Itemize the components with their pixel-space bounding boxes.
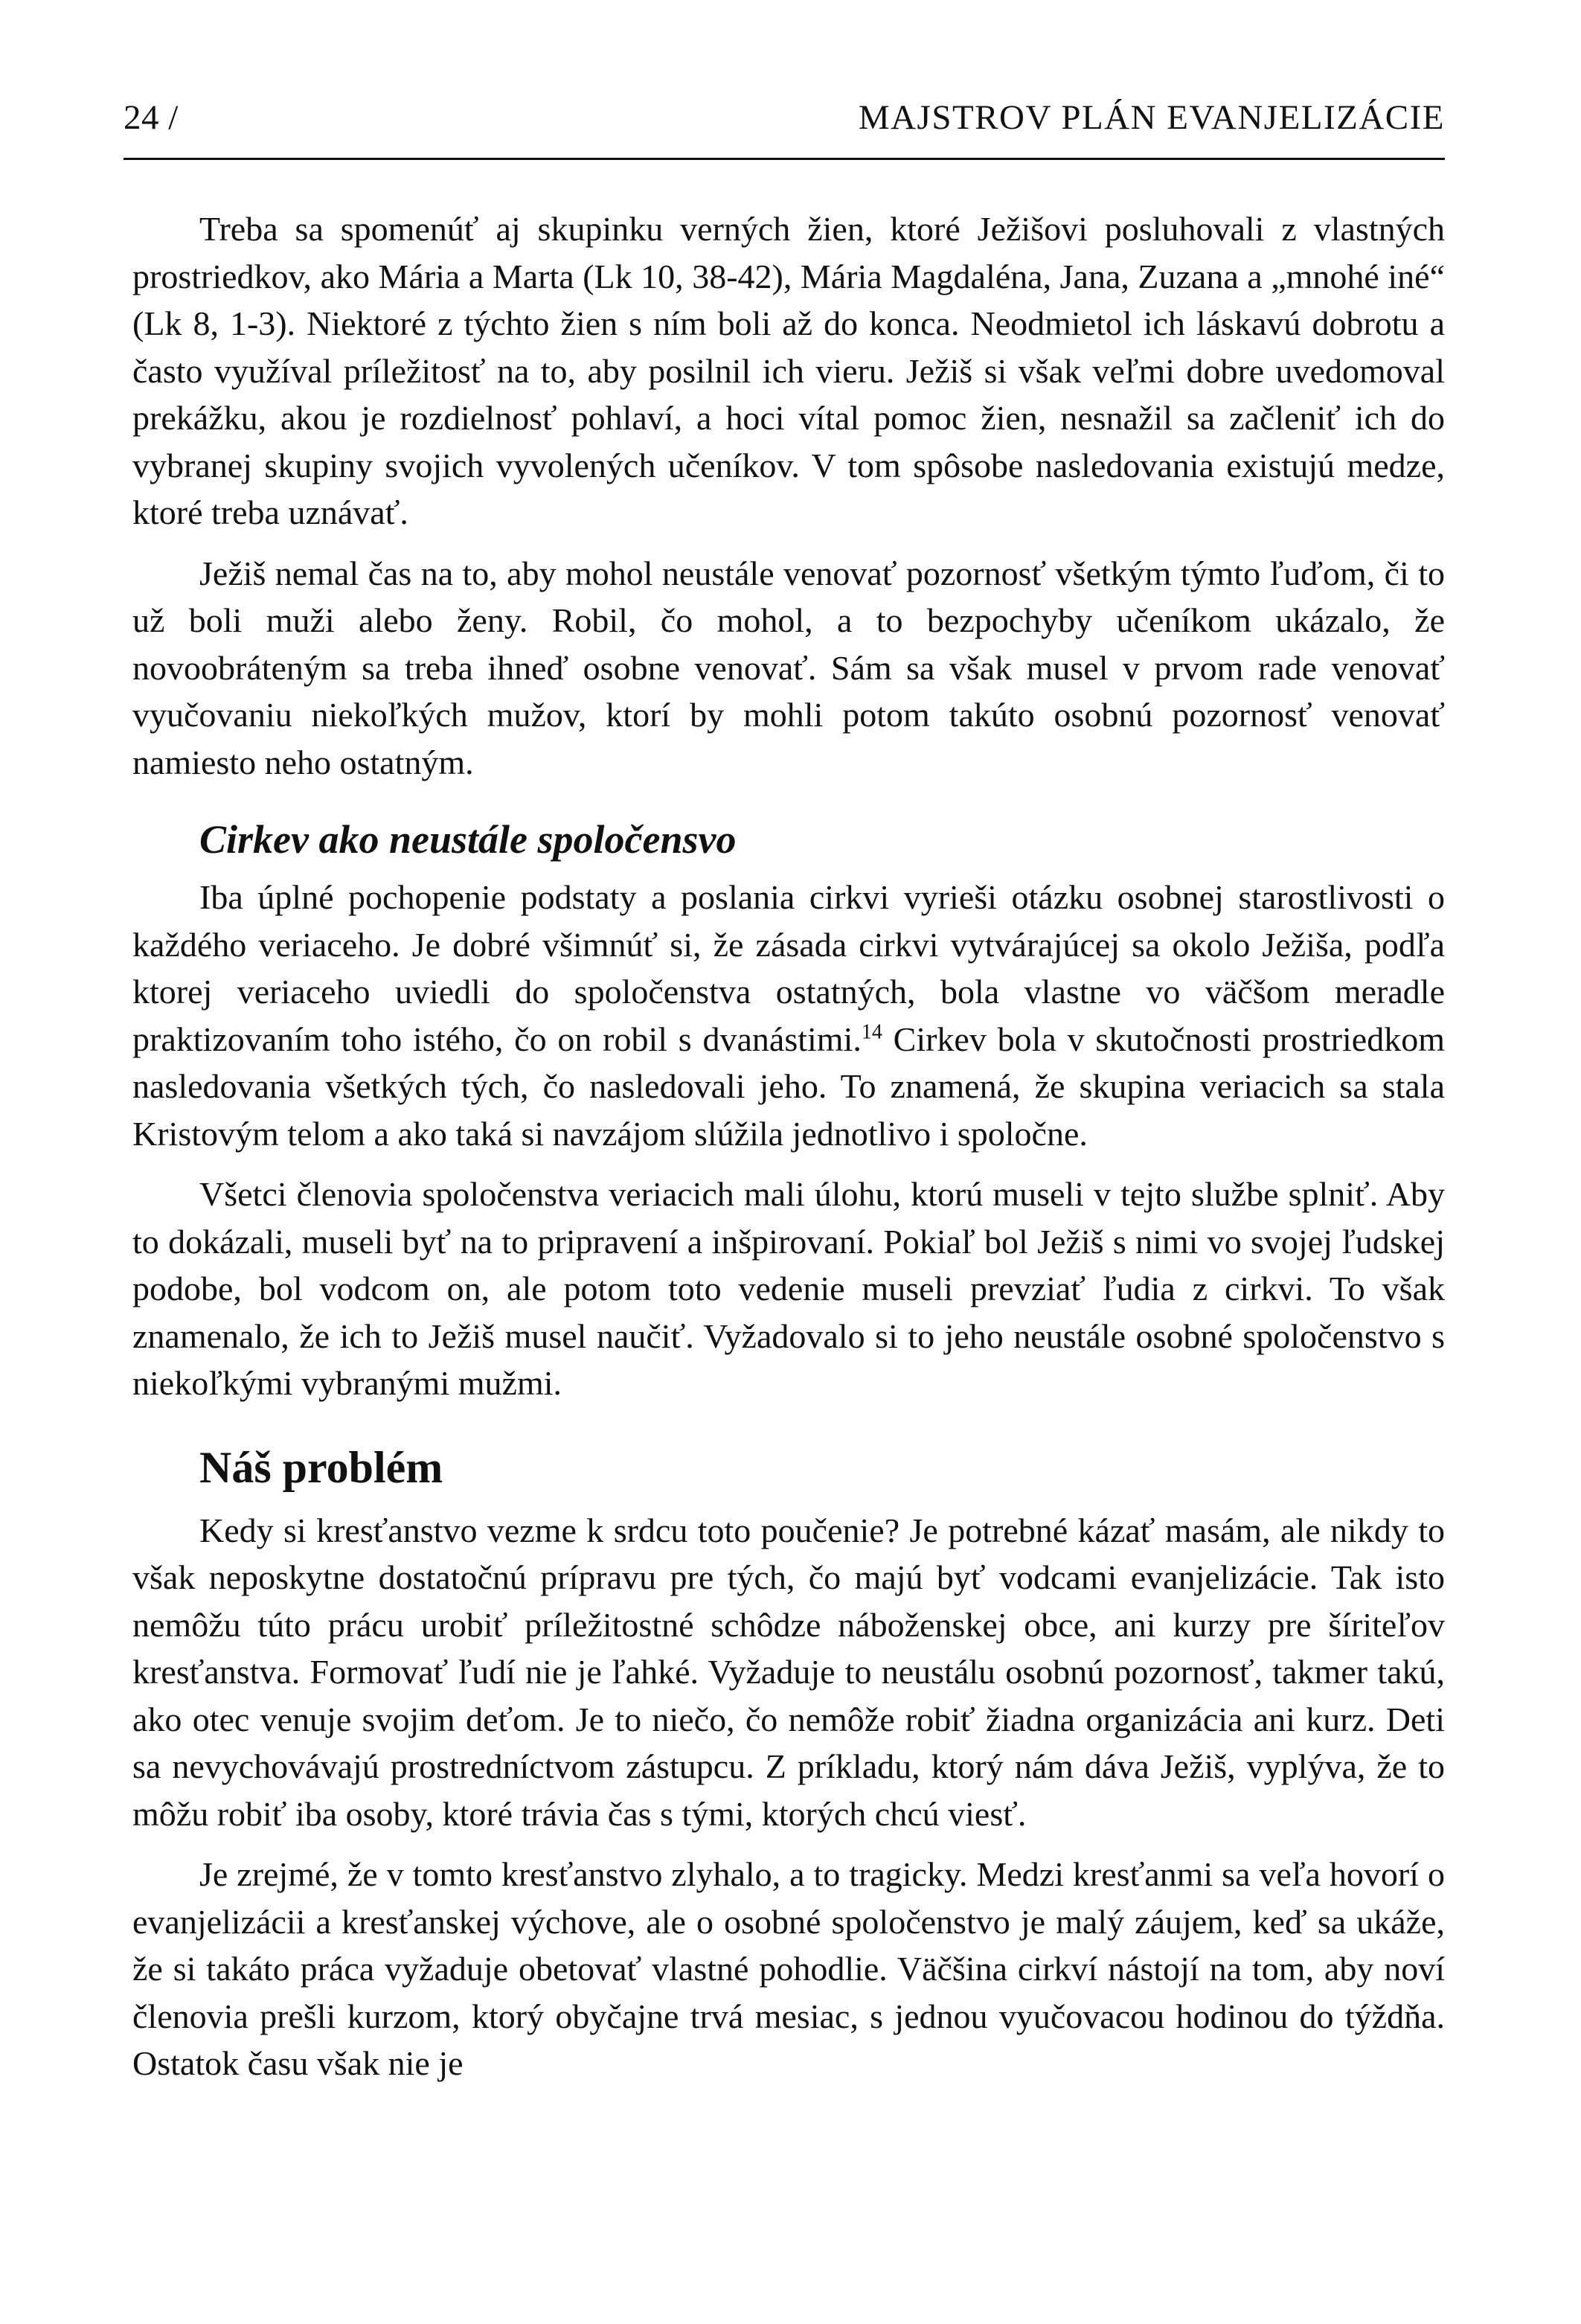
page-number: 24 / (124, 98, 179, 137)
paragraph-3-continuation: Cirkev bola v skutočnosti prostriedkom nasledovania všetkých tých, čo nasledovali jeho. To znamená, že skupina veriacich sa stala Kristovým telom a ako taká si navzájom slúžila jednotlivo i spoločne. (132, 1019, 1446, 1153)
paragraph-5: Kedy si kresťanstvo vezme k srdcu toto poučenie? Je potrebné kázať masám, ale nikdy to však neposkytne dostatočnú prípravu pre tých, čo majú byť vodcami evanjelizácie. Tak isto nemôžu túto prácu urobiť príležitostné schôdze náboženskej obce, ani kurzy pre šíriteľov kresťanstva. Formovať ľudí nie je ľahké. Vyžaduje to neustálu osobnú pozornosť, takmer takú, ako otec venuje svojim deťom. Je to niečo, čo nemôže robiť žiadna organizácia ani kurz. Deti sa nevychovávajú prostredníctvom zástupcu. Z príkladu, ktorý nám dáva Ježiš, vyplýva, že to môžu robiť iba osoby, ktoré trávia čas s tými, ktorých chcú viesť. (132, 1511, 1445, 1833)
paragraph-6: Je zrejmé, že v tomto kresťanstvo zlyhalo, a to tragicky. Medzi kresťanmi sa veľa hovorí o evanjelizácii a kresťanskej výchove, ale o osobné spoločenstvo je malý záujem, keď sa ukáže, že si takáto práca vyžaduje obetovať vlastné pohodlie. Väčšina cirkví nástojí na tom, aby noví členovia prešli kurzom, ktorý obyčajne trvá mesiac, s jednou vyučovacou hodinou do týždňa. Ostatok času však nie je (132, 1855, 1445, 2082)
running-head (124, 95, 1445, 140)
heading-nas-problem: Náš problém (199, 1442, 443, 1492)
paragraph-2: Ježiš nemal čas na to, aby mohol neustále venovať pozornosť všetkým týmto ľuďom, či to už boli muži alebo ženy. Robil, čo mohol, a to bezpochyby učeníkom ukázalo, že novoobráteným sa treba ihneď osobne venovať. Sám sa však musel v prvom rade venovať vyučovaniu niekoľkých mužov, ktorí by mohli potom takúto osobnú pozornosť venovať namiesto neho ostatným. (132, 554, 1445, 781)
running-title: MAJSTROV PLÁN EVANJELIZÁCIE (858, 98, 1445, 137)
footnote-marker: 14 (861, 1020, 882, 1044)
paragraph-1: Treba sa spomenúť aj skupinku verných žien, ktoré Ježišovi posluhovali z vlastných prostriedkov, ako Mária a Marta (Lk 10, 38-42), Mária Magdaléna, Jana, Zuzana a „mnohé iné“ (Lk 8, 1-3). Niektoré z týchto žien s ním boli až do konca. Neodmietol ich láskavú dobrotu a často využíval príležitosť na to, aby posilnil ich vieru. Ježiš si však veľmi dobre uvedomoval prekážku, akou je rozdielnosť pohlaví, a hoci vítal pomoc žien, nesnažil sa začleniť ich do vybranej skupiny svojich vyvolených učeníkov. V tom spôsobe nasledovania existujú medze, ktoré treba uznávať. (132, 210, 1445, 531)
paragraph-4: Všetci členovia spoločenstva veriacich mali úlohu, ktorú museli v tejto službe splniť. Aby to dokázali, museli byť na to pripravení a inšpirovaní. Pokiaľ bol Ježiš s nimi vo svojej ľudskej podobe, bol vodcom on, ale potom toto vedenie museli prevziať ľudia z cirkvi. To však znamenalo, že ich to Ježiš musel naučiť. Vyžadovalo si to jeho neustále osobné spoločenstvo s niekoľkými vybranými mužmi. (132, 1175, 1445, 1402)
header-rule (124, 158, 1445, 160)
paragraph-3-text: Iba úplné pochopenie podstaty a poslania cirkvi vyrieši otázku osobnej starostlivosti o každého veriaceho. Je dobré všimnúť si, že zásada cirkvi vytvárajúcej sa okolo Ježiša, podľa ktorej veriaceho uviedli do spoločenstva ostatných, bola vlastne vo väčšom meradle praktizovaním toho istého, čo on robil s dvanástimi. (132, 878, 1445, 1058)
paragraph-3 (132, 874, 1445, 1157)
subheading-cirkev: Cirkev ako neustále spoločensvo (199, 817, 737, 862)
body-text (132, 205, 1445, 2087)
